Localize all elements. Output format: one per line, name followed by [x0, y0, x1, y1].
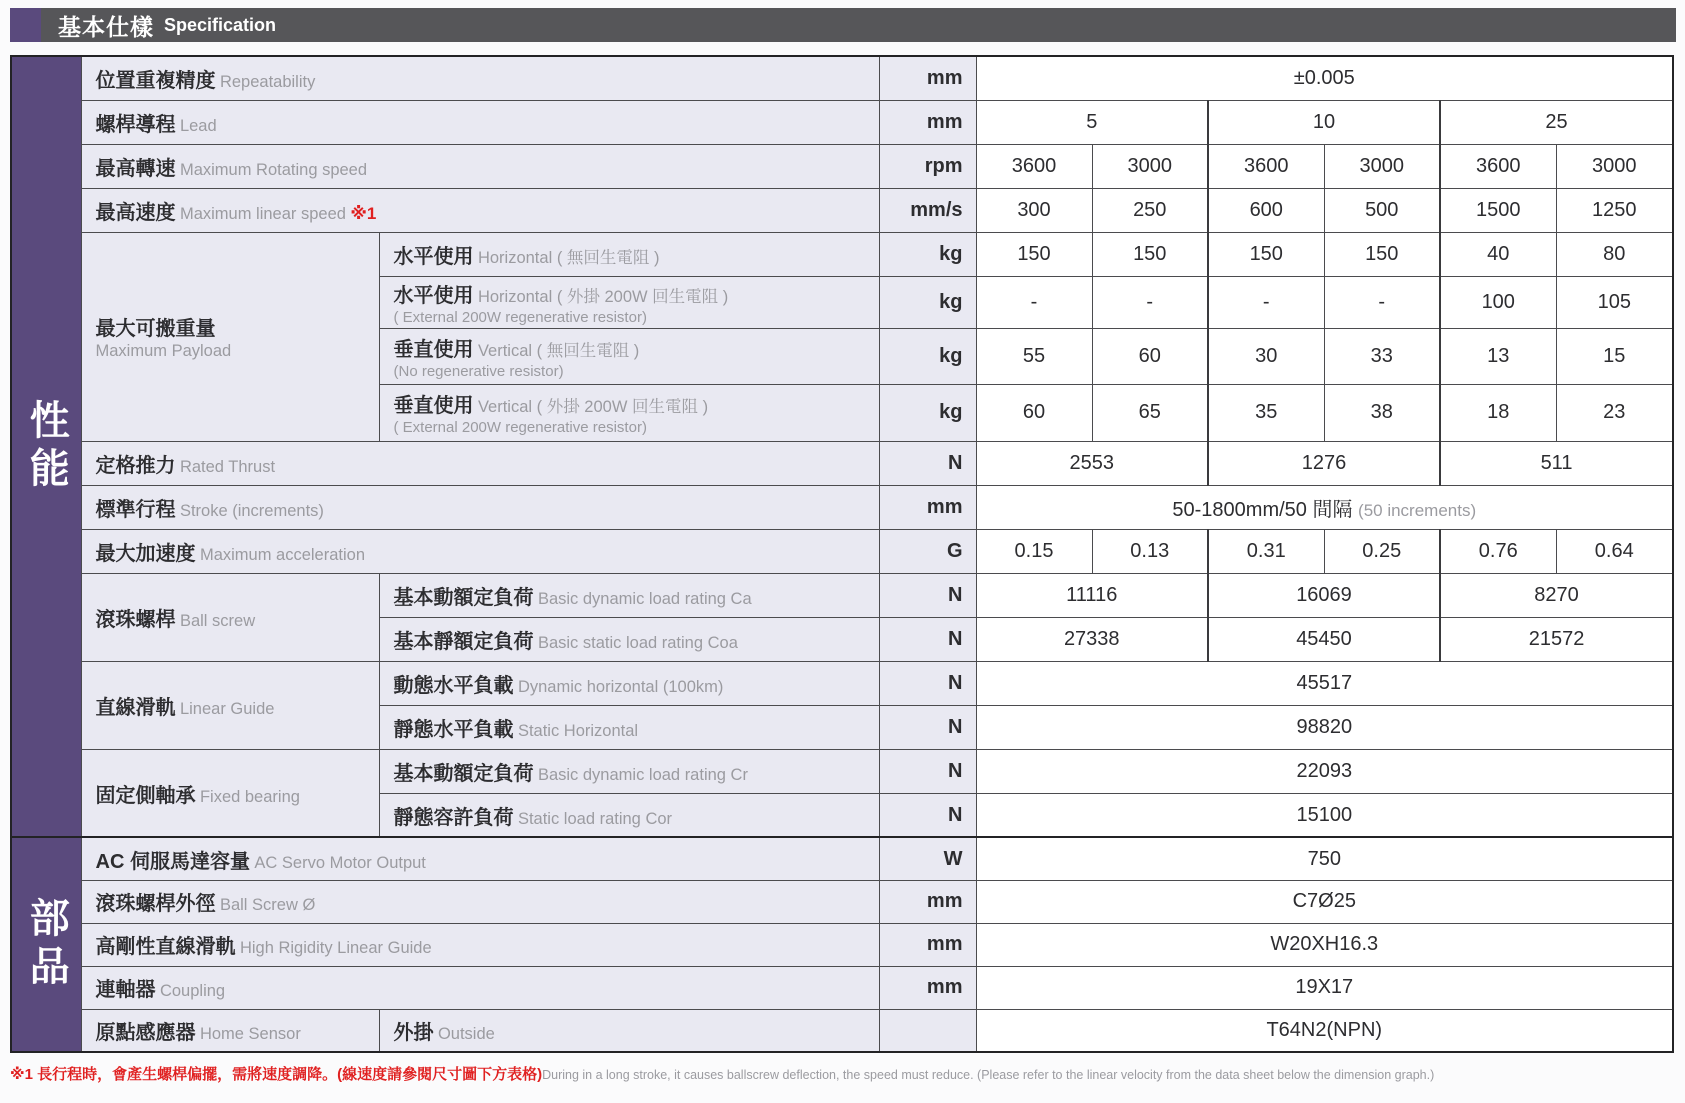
value-cell: 105: [1556, 276, 1673, 328]
value-cell: 250: [1092, 188, 1208, 232]
value-cell: 150: [1324, 232, 1440, 276]
sublabel-zh: 垂直使用: [393, 395, 474, 418]
sublabel-zh: 基本動額定負荷: [393, 762, 534, 785]
value-cell: 3000: [1092, 144, 1208, 188]
label-zh: 螺桿導程: [95, 113, 176, 136]
label-zh: AC 伺服馬達容量: [95, 850, 250, 873]
value-cell: ±0.005: [976, 56, 1673, 100]
value-cell: 150: [1208, 232, 1324, 276]
unit-cell: N: [879, 749, 976, 793]
value-cell: 0.13: [1092, 529, 1208, 573]
sublabel-en: Static Horizontal: [517, 721, 639, 740]
value-cell: 3000: [1556, 144, 1673, 188]
value-cell: 8270: [1440, 573, 1673, 617]
value-cell: 0.76: [1440, 529, 1556, 573]
label-cell: [81, 966, 879, 1009]
unit-cell: rpm: [879, 144, 976, 188]
accent-square: [10, 8, 41, 42]
unit-cell: mm: [879, 966, 976, 1009]
label-zh: 滾珠螺桿: [95, 608, 176, 631]
value-cell: 30: [1208, 328, 1324, 384]
value-cell: -: [1208, 276, 1324, 328]
sublabel-zh: 垂直使用: [393, 338, 474, 361]
sublabel-cell: [379, 573, 879, 617]
row-max-linear-speed: [11, 188, 1673, 232]
label-en: Ball screw: [179, 611, 256, 630]
unit-cell: mm: [879, 100, 976, 144]
label-zh: 原點感應器: [95, 1022, 196, 1044]
footnote-zh: ※1 長行程時，會產生螺桿偏擺，需將速度調降。(線速度請參閱尺寸圖下方表格): [10, 1066, 543, 1083]
label-cell: [81, 529, 879, 573]
label-en: Rated Thrust: [179, 457, 276, 476]
unit-cell: kg: [879, 384, 976, 441]
unit-cell: mm/s: [879, 188, 976, 232]
unit-cell: [879, 1009, 976, 1052]
label-zh: 最大可搬重量: [95, 318, 216, 341]
row-stroke: [11, 485, 1673, 529]
value-cell: 60: [976, 384, 1092, 441]
value-cell: 33: [1324, 328, 1440, 384]
label-zh: 滾珠螺桿外徑: [95, 893, 216, 916]
label-en: Maximum acceleration: [199, 545, 366, 564]
label-cell: [81, 1009, 379, 1052]
value-cell: 25: [1440, 100, 1673, 144]
label-en: Repeatability: [219, 72, 316, 91]
value-cell: 100: [1440, 276, 1556, 328]
sublabel-zh: 靜態容許負荷: [393, 806, 514, 829]
label-en: Fixed bearing: [199, 787, 300, 806]
label-zh: 高剛性直線滑軌: [95, 936, 236, 959]
value-cell: 21572: [1440, 617, 1673, 661]
row-rated-thrust: [11, 441, 1673, 485]
spec-table: [10, 55, 1674, 1053]
value-cell: -: [976, 276, 1092, 328]
label-zh: 直線滑軌: [95, 696, 176, 719]
label-en: Home Sensor: [199, 1025, 301, 1043]
sublabel-en: Static load rating Cor: [517, 809, 673, 828]
sublabel-line2: ( External 200W regenerative resistor): [393, 308, 647, 326]
value-cell: 11116: [976, 573, 1208, 617]
sublabel-en: Vertical ( 外掛 200W 回生電阻 ): [477, 398, 709, 417]
sublabel-en: Dynamic horizontal (100km): [517, 677, 724, 696]
value-cell: 0.25: [1324, 529, 1440, 573]
label-en: Lead: [179, 116, 217, 135]
value-cell: 300: [976, 188, 1092, 232]
sublabel-cell: [379, 328, 879, 384]
label-en: High Rigidity Linear Guide: [239, 939, 432, 958]
label-zh: 固定側軸承: [95, 784, 196, 807]
sublabel-zh: 外掛: [393, 1022, 434, 1044]
unit-cell: N: [879, 705, 976, 749]
label-en: Stroke (increments): [179, 501, 324, 520]
value-cell: 10: [1208, 100, 1440, 144]
value-cell: 150: [976, 232, 1092, 276]
unit-cell: G: [879, 529, 976, 573]
row-ballscrew-diameter: [11, 880, 1673, 923]
unit-cell: kg: [879, 276, 976, 328]
page-title-zh: 基本仕樣: [58, 13, 154, 40]
value-cell: [976, 485, 1673, 529]
value-cell: 150: [1092, 232, 1208, 276]
label-cell: [81, 441, 879, 485]
row-lead: [11, 100, 1673, 144]
sublabel-cell: [379, 617, 879, 661]
fixedbearing-group-label: [81, 749, 379, 837]
sublabel-cell: [379, 1009, 879, 1052]
value-cell: 60: [1092, 328, 1208, 384]
value-cell: 15100: [976, 793, 1673, 837]
value-cell: 38: [1324, 384, 1440, 441]
label-zh: 最高轉速: [95, 157, 176, 180]
value-cell: T64N2(NPN): [976, 1009, 1673, 1052]
footnote-en: During in a long stroke, it causes ballscrew deflection, the speed must reduce. (Please refer to the linear velocity from the data sheet below the dimension graph.): [542, 1068, 1435, 1082]
value-cell: 16069: [1208, 573, 1440, 617]
value-cell: 45517: [976, 661, 1673, 705]
row-ballscrew-dynamic: [11, 573, 1673, 617]
value-cell: 65: [1092, 384, 1208, 441]
sublabel-en: Basic dynamic load rating Ca: [537, 589, 752, 608]
label-cell: [81, 56, 879, 100]
unit-cell: mm: [879, 56, 976, 100]
value-cell: 45450: [1208, 617, 1440, 661]
spec-table-wrapper: [10, 55, 1674, 1053]
header-bar: [41, 8, 1676, 42]
sublabel-en: Vertical ( 無回生電阻 ): [477, 341, 640, 360]
value-cell: 0.15: [976, 529, 1092, 573]
label-zh: 標準行程: [95, 498, 176, 521]
row-home-sensor: [11, 1009, 1673, 1052]
value-cell: 3000: [1324, 144, 1440, 188]
value-cell: 2553: [976, 441, 1208, 485]
unit-cell: N: [879, 793, 976, 837]
label-zh: 最高速度: [95, 201, 176, 224]
row-fixedbearing-dynamic: [11, 749, 1673, 793]
label-cell: [81, 485, 879, 529]
payload-group-label: [81, 232, 379, 441]
section-label-performance: [11, 56, 81, 837]
value-cell: 1276: [1208, 441, 1440, 485]
value-cell: 40: [1440, 232, 1556, 276]
value-cell: 13: [1440, 328, 1556, 384]
label-cell: [81, 923, 879, 966]
sublabel-line2: (No regenerative resistor): [393, 362, 564, 380]
value-cell: 1250: [1556, 188, 1673, 232]
sublabel-cell: [379, 661, 879, 705]
value-cell: 511: [1440, 441, 1673, 485]
value-cell: 55: [976, 328, 1092, 384]
unit-cell: mm: [879, 880, 976, 923]
sublabel-zh: 水平使用: [393, 284, 474, 307]
unit-cell: N: [879, 617, 976, 661]
value-cell: 5: [976, 100, 1208, 144]
label-en: AC Servo Motor Output: [254, 853, 426, 872]
unit-cell: kg: [879, 232, 976, 276]
label-en: Maximum Payload: [95, 342, 232, 361]
value-cell: 500: [1324, 188, 1440, 232]
label-cell: [81, 100, 879, 144]
value-cell: 750: [976, 837, 1673, 880]
stroke-value: 50-1800mm/50 間隔: [1172, 498, 1353, 521]
value-cell: 80: [1556, 232, 1673, 276]
label-zh: 定格推力: [95, 454, 176, 477]
label-cell: [81, 144, 879, 188]
sublabel-zh: 靜態水平負載: [393, 718, 514, 741]
label-cell: [81, 188, 879, 232]
value-cell: 3600: [1208, 144, 1324, 188]
row-payload-horizontal-no-resistor: [11, 232, 1673, 276]
sublabel-zh: 動態水平負載: [393, 674, 514, 697]
value-cell: 19X17: [976, 966, 1673, 1009]
value-cell: -: [1324, 276, 1440, 328]
value-cell: 35: [1208, 384, 1324, 441]
linearguide-group-label: [81, 661, 379, 749]
parts-vertical-text: 部品: [24, 896, 69, 993]
value-cell: 1500: [1440, 188, 1556, 232]
row-coupling: [11, 966, 1673, 1009]
unit-cell: N: [879, 661, 976, 705]
sublabel-en: Basic dynamic load rating Cr: [537, 765, 748, 784]
sublabel-en: Basic static load rating Coa: [537, 633, 738, 652]
label-cell: [81, 837, 879, 880]
value-cell: -: [1092, 276, 1208, 328]
value-cell: W20XH16.3: [976, 923, 1673, 966]
footnote-marker: ※1: [350, 203, 377, 223]
sublabel-en: Horizontal ( 無回生電阻 ): [477, 248, 660, 267]
section-header: [10, 8, 1676, 42]
value-cell: 600: [1208, 188, 1324, 232]
label-en: Linear Guide: [179, 699, 275, 718]
ballscrew-group-label: [81, 573, 379, 661]
stroke-value-en: (50 increments): [1358, 500, 1477, 520]
value-cell: 0.31: [1208, 529, 1324, 573]
sublabel-cell: [379, 705, 879, 749]
unit-cell: W: [879, 837, 976, 880]
label-zh: 連軸器: [95, 979, 156, 1002]
value-cell: 23: [1556, 384, 1673, 441]
sublabel-cell: [379, 232, 879, 276]
value-cell: 0.64: [1556, 529, 1673, 573]
value-cell: 3600: [1440, 144, 1556, 188]
unit-cell: kg: [879, 328, 976, 384]
label-en: Maximum Rotating speed: [179, 160, 368, 179]
value-cell: C7Ø25: [976, 880, 1673, 923]
row-repeatability: [11, 56, 1673, 100]
sublabel-zh: 基本靜額定負荷: [393, 630, 534, 653]
sublabel-cell: [379, 384, 879, 441]
unit-cell: N: [879, 573, 976, 617]
performance-vertical-text: 性能: [24, 398, 69, 495]
value-cell: 15: [1556, 328, 1673, 384]
sublabel-line2: ( External 200W regenerative resistor): [393, 419, 647, 437]
footnote: [10, 1063, 1682, 1084]
label-zh: 位置重複精度: [95, 69, 216, 92]
label-en: Ball Screw Ø: [219, 896, 316, 915]
row-rigidity-guide: [11, 923, 1673, 966]
sublabel-cell: [379, 276, 879, 328]
row-max-rotating-speed: [11, 144, 1673, 188]
row-servo-output: [11, 837, 1673, 880]
unit-cell: mm: [879, 485, 976, 529]
unit-cell: N: [879, 441, 976, 485]
sublabel-cell: [379, 793, 879, 837]
value-cell: 98820: [976, 705, 1673, 749]
sublabel-zh: 基本動額定負荷: [393, 586, 534, 609]
sublabel-en: Outside: [437, 1025, 495, 1043]
row-linearguide-dynamic: [11, 661, 1673, 705]
label-zh: 最大加速度: [95, 542, 196, 565]
value-cell: 27338: [976, 617, 1208, 661]
value-cell: 22093: [976, 749, 1673, 793]
page-title-en: Specification: [164, 14, 277, 35]
sublabel-cell: [379, 749, 879, 793]
sublabel-en: Horizontal ( 外掛 200W 回生電阻 ): [477, 287, 729, 306]
label-en: Maximum linear speed: [179, 204, 346, 223]
value-cell: 18: [1440, 384, 1556, 441]
sublabel-zh: 水平使用: [393, 245, 474, 268]
row-max-acceleration: [11, 529, 1673, 573]
value-cell: 3600: [976, 144, 1092, 188]
label-en: Coupling: [159, 982, 226, 1001]
section-label-parts: [11, 837, 81, 1052]
unit-cell: mm: [879, 923, 976, 966]
label-cell: [81, 880, 879, 923]
